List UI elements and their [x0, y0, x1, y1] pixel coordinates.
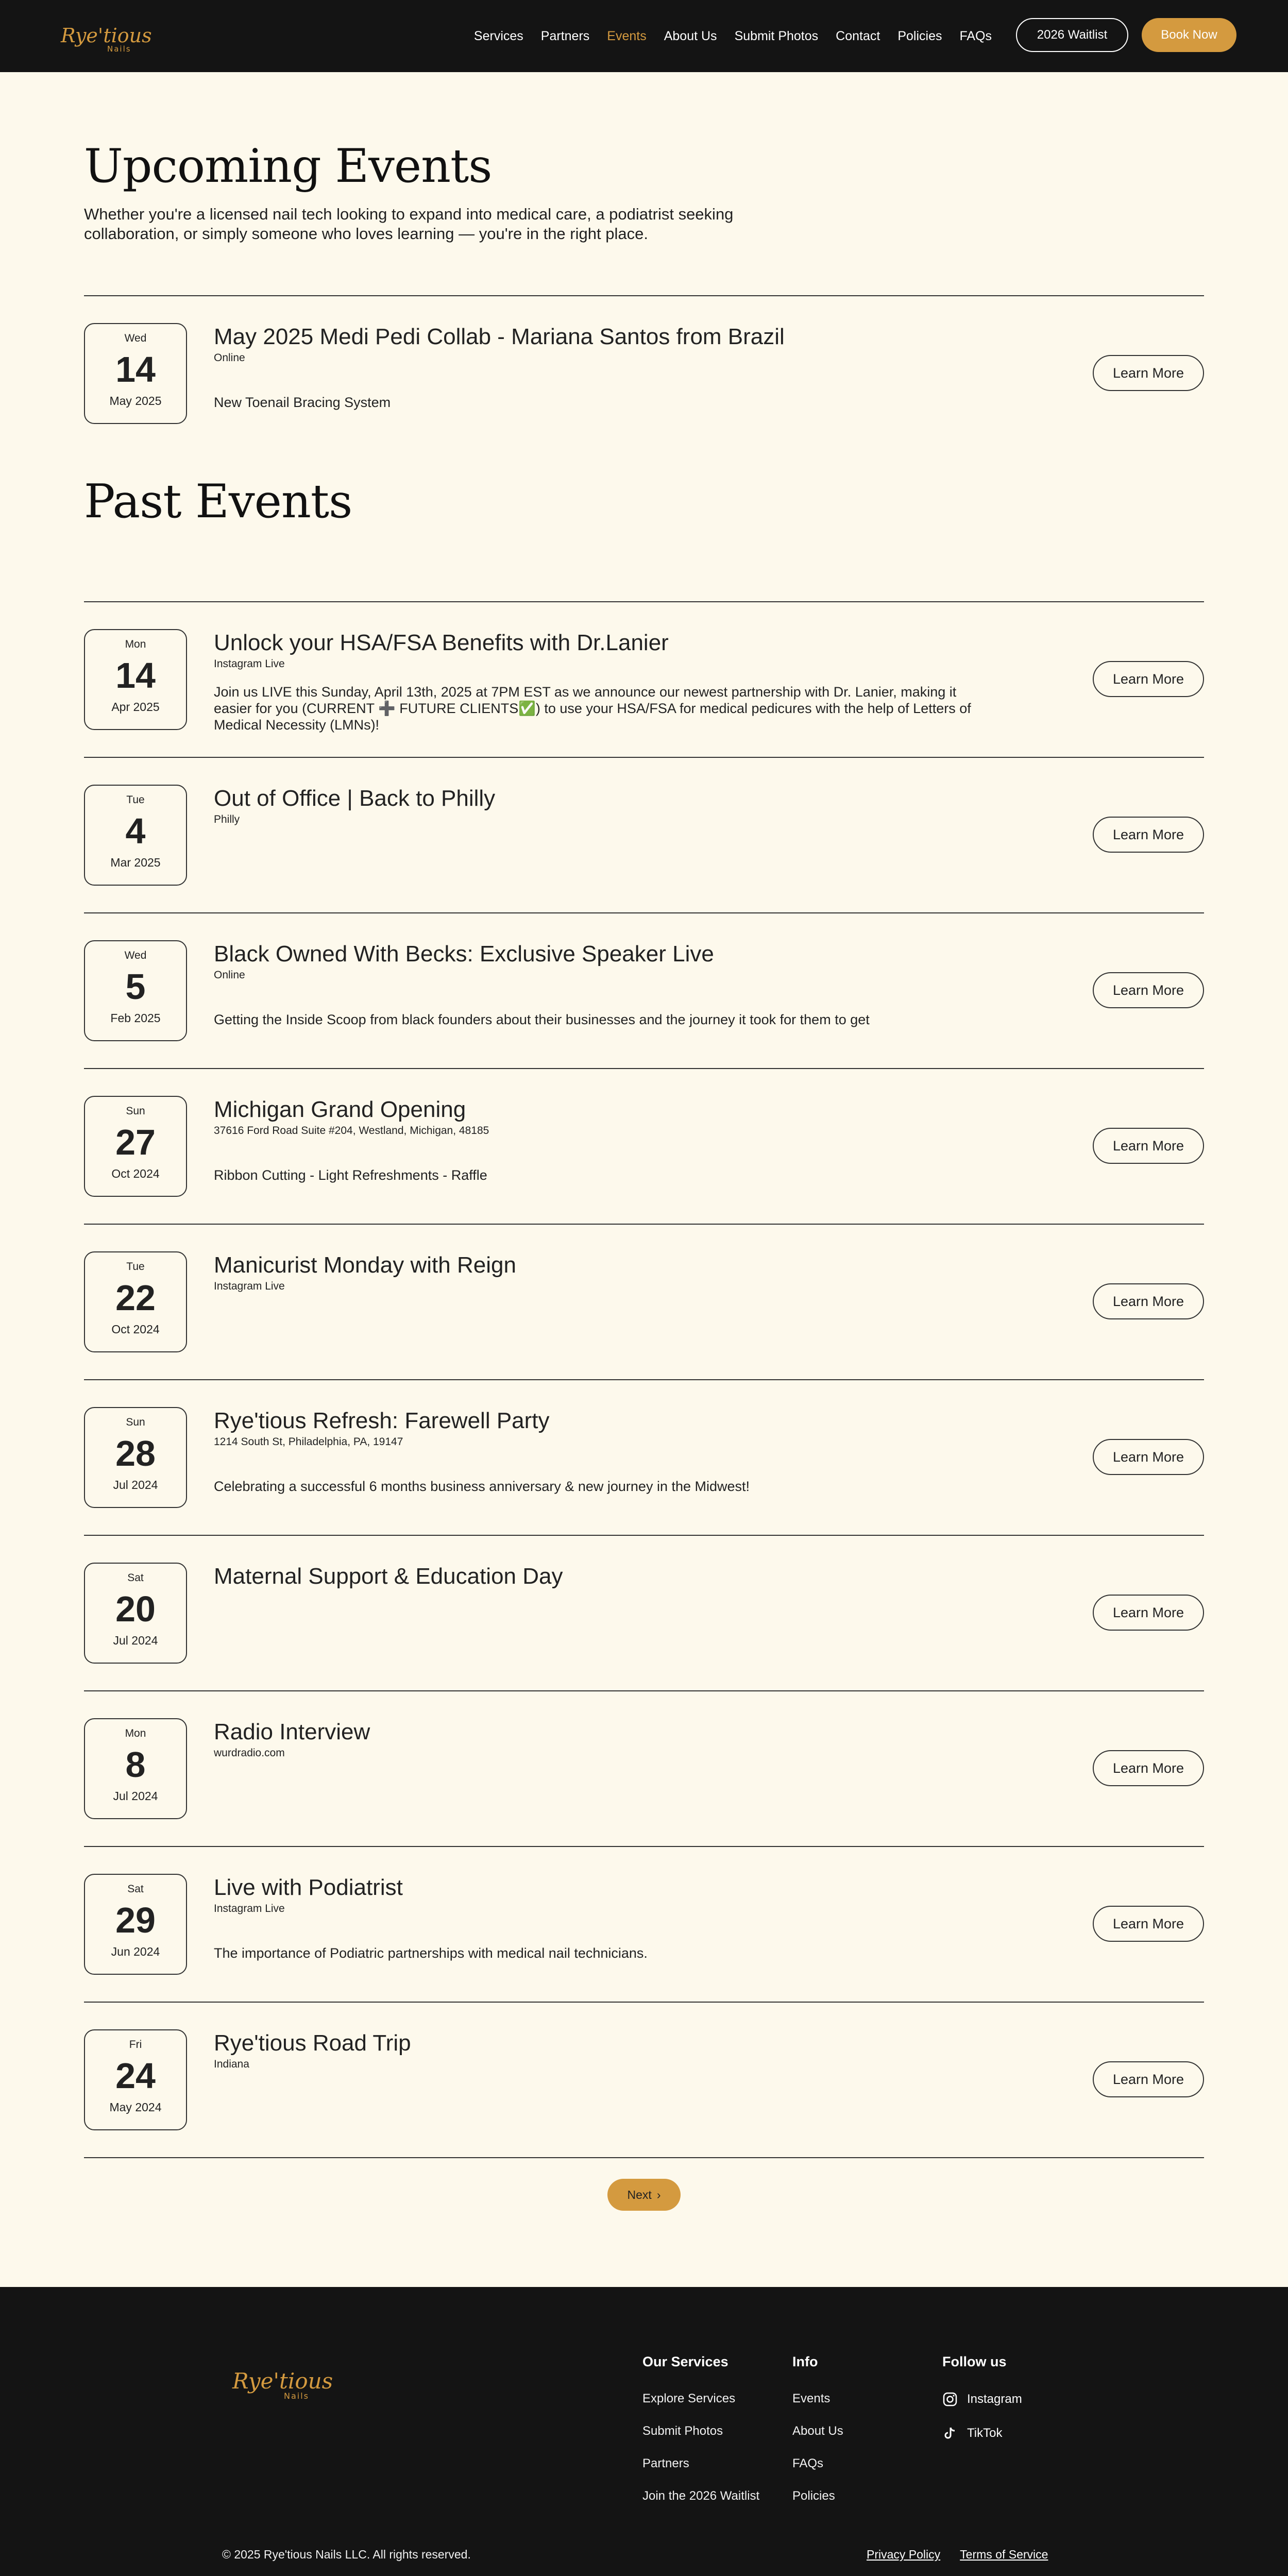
- footer-follow-column: [942, 2287, 1022, 2441]
- event-details: [214, 1718, 1018, 1759]
- nav-policies[interactable]: Policies: [897, 28, 942, 43]
- footer-link-submit-photos[interactable]: Submit Photos: [642, 2424, 723, 2438]
- event-details: [214, 1407, 1018, 1495]
- top-nav: [0, 0, 1288, 72]
- instagram-icon: [942, 2392, 958, 2407]
- svg-text:Nails: Nails: [284, 2391, 309, 2401]
- event-location: Instagram Live: [214, 1280, 285, 1292]
- event-date-box: [84, 629, 187, 730]
- instagram-link[interactable]: [942, 2392, 1022, 2407]
- event-details: [214, 785, 1018, 826]
- event-month-year: Oct 2024: [111, 1323, 160, 1336]
- main-menu: [474, 0, 992, 72]
- event-details: [214, 1251, 1018, 1293]
- learn-more-button[interactable]: Learn More: [1093, 1128, 1204, 1164]
- event-title[interactable]: Rye'tious Road Trip: [214, 2030, 411, 2056]
- event-date-box: [84, 2029, 187, 2130]
- event-weekday: Sun: [126, 1416, 145, 1428]
- event-title[interactable]: Unlock your HSA/FSA Benefits with Dr.Lanier: [214, 630, 669, 655]
- event-weekday: Sat: [127, 1883, 144, 1895]
- past-events-list: [84, 602, 1204, 2158]
- event-description: Getting the Inside Scoop from black founders about their businesses and the journey it took for them to get: [214, 1012, 870, 1027]
- event-location: wurdradio.com: [214, 1747, 285, 1759]
- footer-follow-heading: Follow us: [942, 2354, 1007, 2369]
- event-row: [84, 2003, 1204, 2158]
- nav-submit-photos[interactable]: Submit Photos: [734, 28, 819, 43]
- event-day: 4: [125, 811, 146, 851]
- instagram-label: Instagram: [967, 2392, 1022, 2406]
- learn-more-button[interactable]: Learn More: [1093, 355, 1204, 391]
- event-details: [214, 1096, 1018, 1183]
- nav-partners[interactable]: Partners: [540, 28, 590, 43]
- event-details: [214, 1874, 1018, 1961]
- event-day: 5: [125, 967, 146, 1007]
- tiktok-icon: [942, 2426, 958, 2441]
- learn-more-button[interactable]: Learn More: [1093, 1750, 1204, 1786]
- terms-of-service-link[interactable]: Terms of Service: [960, 2548, 1048, 2561]
- event-day: 14: [115, 349, 156, 389]
- event-weekday: Tue: [126, 794, 145, 806]
- learn-more-button[interactable]: Learn More: [1093, 972, 1204, 1008]
- event-weekday: Mon: [125, 638, 146, 650]
- event-title[interactable]: Live with Podiatrist: [214, 1875, 403, 1900]
- event-title[interactable]: Manicurist Monday with Reign: [214, 1252, 516, 1278]
- event-day: 28: [115, 1433, 156, 1473]
- event-location: Instagram Live: [214, 658, 285, 670]
- event-details: [214, 940, 1018, 1028]
- event-row: [84, 1225, 1204, 1380]
- event-date-box: [84, 1563, 187, 1664]
- event-day: 8: [125, 1744, 146, 1785]
- event-description: Join us LIVE this Sunday, April 13th, 2025 at 7PM EST as we announce our newest partnership with Dr. Lanier, making it easier for you (CURRENT ➕ FUTURE CLIENTS✅) to use your HSA/FSA for medical pedicures with the help of Letters of Medical Necessity (LMNs)!: [214, 684, 971, 733]
- event-weekday: Sat: [127, 1572, 144, 1584]
- past-events-title: Past Events: [84, 474, 352, 529]
- learn-more-button[interactable]: Learn More: [1093, 1906, 1204, 1942]
- footer: [0, 2287, 1288, 2576]
- event-details: [214, 323, 1018, 411]
- event-month-year: Jul 2024: [113, 1478, 158, 1492]
- privacy-policy-link[interactable]: Privacy Policy: [867, 2548, 941, 2561]
- event-month-year: May 2025: [109, 394, 162, 408]
- learn-more-button[interactable]: Learn More: [1093, 2061, 1204, 2097]
- footer-link-about-us[interactable]: About Us: [792, 2424, 843, 2438]
- event-day: 29: [115, 1900, 156, 1940]
- event-day: 14: [115, 655, 156, 696]
- event-title[interactable]: Radio Interview: [214, 1719, 370, 1744]
- nav-events[interactable]: Events: [607, 28, 647, 43]
- event-details: [214, 2029, 1018, 2071]
- event-weekday: Fri: [129, 2039, 142, 2050]
- svg-text:Rye'tious: Rye'tious: [232, 2368, 333, 2394]
- event-date-box: [84, 1096, 187, 1197]
- event-date-box: [84, 1874, 187, 1975]
- event-title[interactable]: Out of Office | Back to Philly: [214, 786, 496, 811]
- copyright-text: © 2025 Rye'tious Nails LLC. All rights reserved.: [222, 2548, 471, 2561]
- event-description: Ribbon Cutting - Light Refreshments - Raffle: [214, 1167, 487, 1183]
- event-date-box: [84, 940, 187, 1041]
- footer-link-events[interactable]: Events: [792, 2392, 831, 2405]
- learn-more-button[interactable]: Learn More: [1093, 1595, 1204, 1631]
- footer-logo[interactable]: [229, 2357, 333, 2408]
- event-description: Celebrating a successful 6 months business anniversary & new journey in the Midwest!: [214, 1479, 750, 1494]
- event-details: [214, 629, 1018, 733]
- event-title[interactable]: Maternal Support & Education Day: [214, 1564, 563, 1589]
- event-date-box: [84, 1718, 187, 1819]
- event-row: [84, 1069, 1204, 1225]
- event-row: [84, 1691, 1204, 1847]
- event-title[interactable]: May 2025 Medi Pedi Collab - Mariana Santos from Brazil: [214, 324, 785, 349]
- intro-text: Whether you're a licensed nail tech looking to expand into medical care, a podiatrist seeking collaboration, or simply someone who loves learning — you're in the right place.: [84, 205, 734, 243]
- event-date-box: [84, 785, 187, 886]
- event-location: 37616 Ford Road Suite #204, Westland, Michigan, 48185: [214, 1125, 489, 1137]
- nav-contact[interactable]: Contact: [836, 28, 880, 43]
- footer-link-waitlist[interactable]: Join the 2026 Waitlist: [642, 2489, 760, 2503]
- event-description: The importance of Podiatric partnerships with medical nail technicians.: [214, 1945, 648, 1961]
- event-title[interactable]: Michigan Grand Opening: [214, 1097, 466, 1122]
- event-location: Indiana: [214, 2058, 249, 2070]
- tiktok-label: TikTok: [967, 2426, 1003, 2440]
- nav-about-us[interactable]: About Us: [664, 28, 717, 43]
- chevron-right-icon: ›: [656, 2188, 661, 2201]
- footer-info-heading: Info: [792, 2354, 818, 2369]
- footer-link-faqs[interactable]: FAQs: [792, 2456, 824, 2470]
- event-title[interactable]: Rye'tious Refresh: Farewell Party: [214, 1408, 550, 1433]
- event-month-year: May 2024: [109, 2100, 162, 2114]
- svg-text:Rye'tious: Rye'tious: [61, 24, 152, 47]
- footer-link-explore-services[interactable]: Explore Services: [642, 2392, 736, 2405]
- event-day: 24: [115, 2056, 156, 2096]
- event-date-box: [84, 323, 187, 424]
- nav-faqs[interactable]: FAQs: [959, 28, 992, 43]
- events-page: [0, 72, 1288, 2287]
- event-location: Online: [214, 969, 245, 981]
- footer-services-column: [642, 2287, 759, 2503]
- footer-info-column: [792, 2287, 843, 2503]
- event-row: [84, 296, 1204, 452]
- event-row: [84, 758, 1204, 913]
- next-label: Next: [627, 2188, 652, 2201]
- event-month-year: Jul 2024: [113, 1634, 158, 1647]
- event-row: [84, 1536, 1204, 1691]
- event-date-box: [84, 1407, 187, 1508]
- event-day: 27: [115, 1122, 156, 1162]
- footer-services-heading: Our Services: [642, 2354, 728, 2369]
- event-date-box: [84, 1251, 187, 1352]
- event-weekday: Wed: [124, 950, 147, 961]
- event-location: Instagram Live: [214, 1903, 285, 1914]
- event-month-year: Mar 2025: [110, 856, 161, 869]
- event-month-year: Apr 2025: [111, 700, 160, 714]
- event-weekday: Tue: [126, 1261, 145, 1273]
- event-row: [84, 1380, 1204, 1536]
- learn-more-button[interactable]: Learn More: [1093, 661, 1204, 697]
- event-month-year: Feb 2025: [110, 1011, 161, 1025]
- event-details: [214, 1563, 1018, 1590]
- learn-more-button[interactable]: Learn More: [1093, 1439, 1204, 1475]
- event-month-year: Oct 2024: [111, 1167, 160, 1180]
- event-weekday: Wed: [124, 332, 147, 344]
- event-weekday: Sun: [126, 1105, 145, 1117]
- event-month-year: Jun 2024: [111, 1945, 160, 1958]
- footer-link-policies[interactable]: Policies: [792, 2489, 835, 2503]
- event-row: [84, 1847, 1204, 2003]
- learn-more-button[interactable]: Learn More: [1093, 1283, 1204, 1319]
- svg-text:Nails: Nails: [107, 44, 131, 54]
- tiktok-link[interactable]: [942, 2426, 1022, 2441]
- event-location: 1214 South St, Philadelphia, PA, 19147: [214, 1436, 403, 1448]
- waitlist-button[interactable]: 2026 Waitlist: [1016, 18, 1128, 52]
- legal-links: [867, 2548, 1048, 2562]
- upcoming-events-title: Upcoming Events: [84, 139, 492, 193]
- event-location: Philly: [214, 814, 240, 825]
- event-month-year: Jul 2024: [113, 1789, 158, 1803]
- next-page-button[interactable]: [607, 2179, 681, 2211]
- event-weekday: Mon: [125, 1727, 146, 1739]
- event-description: New Toenail Bracing System: [214, 395, 391, 410]
- footer-link-partners[interactable]: Partners: [642, 2456, 689, 2470]
- event-day: 20: [115, 1589, 156, 1629]
- event-day: 22: [115, 1278, 156, 1318]
- event-row: [84, 602, 1204, 758]
- event-row: [84, 913, 1204, 1069]
- event-location: Online: [214, 352, 245, 364]
- event-title[interactable]: Black Owned With Becks: Exclusive Speaker Live: [214, 941, 714, 967]
- learn-more-button[interactable]: Learn More: [1093, 817, 1204, 853]
- brand-logo[interactable]: [58, 14, 152, 58]
- upcoming-events-list: [84, 296, 1204, 452]
- book-now-button[interactable]: Book Now: [1142, 18, 1236, 52]
- nav-services[interactable]: Services: [473, 28, 523, 43]
